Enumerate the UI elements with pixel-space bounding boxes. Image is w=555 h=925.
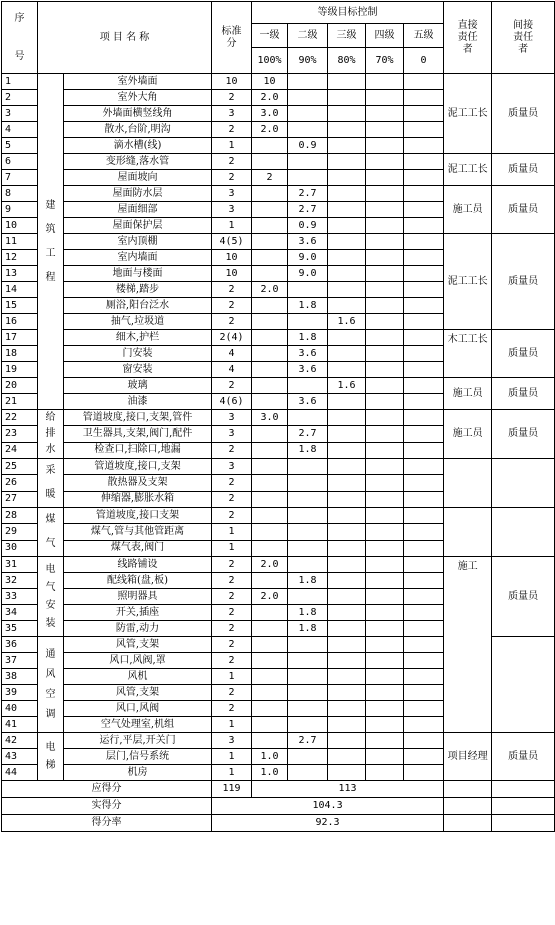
indirect-quality-4: 质量员 (492, 234, 555, 330)
actual-value: 104.3 (212, 798, 444, 815)
direct-constructor-3: 施工员 (444, 410, 492, 459)
grade4-pct: 70% (366, 48, 404, 74)
table-row: 19 窗安装 4 3.6 (2, 362, 555, 378)
table-row: 24 检查口,扫除口,地漏 2 1.8 (2, 442, 555, 458)
direct-construction: 施工 (444, 557, 492, 733)
table-row: 31 电 气 安 装 线路铺设 2 2.0 施工 质量员 (2, 557, 555, 573)
table-row: 8 屋面防水层 3 2.7 施工员 质量员 (2, 186, 555, 202)
direct-mud-foreman-1: 泥工工长 (444, 74, 492, 154)
table-row: 30 煤气表,阀门 1 (2, 540, 555, 556)
due-grade: 113 (252, 781, 444, 798)
indirect-quality-2: 质量员 (492, 154, 555, 186)
table-row: 43 层门,信号系统 1 1.0 (2, 749, 555, 765)
summary-due-row (2, 781, 555, 798)
table-row: 15 厕浴,阳台泛水 2 1.8 (2, 298, 555, 314)
category-heating: 采 暖 (38, 459, 64, 508)
table-row: 16 抽气,垃圾道 2 1.6 (2, 314, 555, 330)
category-elevator: 电 梯 (38, 733, 64, 781)
direct-mud-foreman-3: 泥工工长 (444, 234, 492, 330)
direct-mud-foreman-2: 泥工工长 (444, 154, 492, 186)
grade3-header: 三级 (328, 24, 366, 48)
direct-project-manager: 项目经理 (444, 733, 492, 781)
table-row: 6 变形缝,落水管 2 泥工工长 质量员 (2, 154, 555, 170)
table-row: 39 风管,支架 2 (2, 685, 555, 701)
rate-label: 得分率 (2, 815, 212, 832)
table-row: 40 风口,风阀 2 (2, 701, 555, 717)
table-row: 26 散热器及支架 2 (2, 475, 555, 491)
table-row: 29 煤气,管与其他管距离 1 (2, 524, 555, 540)
table-row: 18 门安装 4 3.6 (2, 346, 555, 362)
table-row: 27 伸缩器,膨胀水箱 2 (2, 491, 555, 507)
indirect-quality-8: 质量员 (492, 557, 555, 637)
table-row: 35 防雷,动力 2 1.8 (2, 621, 555, 637)
table-row: 38 风机 1 (2, 669, 555, 685)
grade-control-header: 等级目标控制 (252, 2, 444, 24)
table-row: 4 散水,台阶,明沟 2 2.0 (2, 122, 555, 138)
std-score-header: 标准 分 (212, 2, 252, 74)
table-row: 21 油漆 4(6) 3.6 (2, 394, 555, 410)
indirect-quality-9: 质量员 (492, 733, 555, 781)
category-electrical: 电 气 安 装 (38, 557, 64, 637)
indirect-header: 间接 责任 者 (492, 2, 555, 74)
table-row: 33 照明器具 2 2.0 (2, 589, 555, 605)
grade2-pct: 90% (288, 48, 328, 74)
indirect-quality-6: 质量员 (492, 378, 555, 410)
table-row: 9 屋面细部 3 2.7 (2, 202, 555, 218)
direct-constructor-1: 施工员 (444, 186, 492, 234)
grade-table (1, 1, 555, 832)
table-row: 12 室内墙面 10 9.0 (2, 250, 555, 266)
item-name-header: 项 目 名 称 (38, 2, 212, 74)
grade3-pct: 80% (328, 48, 366, 74)
table-row: 34 开关,插座 2 1.8 (2, 605, 555, 621)
table-row: 41 空气处理室,机组 1 (2, 717, 555, 733)
grade1-header: 一级 (252, 24, 288, 48)
grade2-header: 二级 (288, 24, 328, 48)
table-row: 28 煤 气 管道坡度,接口支架 2 (2, 508, 555, 524)
table-row: 3 外墙面横竖线角 3 3.0 (2, 106, 555, 122)
grade1-pct: 100% (252, 48, 288, 74)
category-water: 给 排 水 (38, 410, 64, 459)
grade5-pct: 0 (404, 48, 444, 74)
table-row: 10 屋面保护层 1 0.9 (2, 218, 555, 234)
table-row: 11 室内顶棚 4(5) 3.6 泥工工长 质量员 (2, 234, 555, 250)
table-row: 42 电 梯 运行,平层,开关门 3 2.7 项目经理 质量员 (2, 733, 555, 749)
table-row: 14 楼梯,踏步 2 2.0 (2, 282, 555, 298)
actual-label: 实得分 (2, 798, 212, 815)
seq-header: 序 号 (2, 2, 38, 74)
table-row: 13 地面与楼面 10 9.0 (2, 266, 555, 282)
summary-rate-row (2, 815, 555, 832)
table-row: 23 卫生器具,支架,阀门,配件 3 2.7 (2, 426, 555, 442)
indirect-quality-5: 质量员 (492, 330, 555, 378)
table-row: 1 建 筑 工 程 室外墙面 10 10 泥工工长 质量员 (2, 74, 555, 90)
grade4-header: 四级 (366, 24, 404, 48)
table-row: 44 机房 1 1.0 (2, 765, 555, 781)
grade5-header: 五级 (404, 24, 444, 48)
table-row: 7 屋面坡向 2 2 (2, 170, 555, 186)
table-row: 36 通 风 空 调 风管,支架 2 (2, 637, 555, 653)
direct-header: 直接 责任 者 (444, 2, 492, 74)
table-row: 37 风口,风阀,罩 2 (2, 653, 555, 669)
indirect-quality-7: 质量员 (492, 410, 555, 459)
indirect-quality-3: 质量员 (492, 186, 555, 234)
table-row: 5 滴水槽(线) 1 0.9 (2, 138, 555, 154)
category-hvac: 通 风 空 调 (38, 637, 64, 733)
table-row: 22 给 排 水 管道坡度,接口,支架,管件 3 3.0 施工员 质量员 (2, 410, 555, 426)
direct-constructor-2: 施工员 (444, 378, 492, 410)
due-std: 119 (212, 781, 252, 798)
category-building: 建 筑 工 程 (38, 74, 64, 410)
direct-wood-foreman: 木工工长 (444, 330, 492, 378)
due-label: 应得分 (2, 781, 212, 798)
table-row: 32 配线箱(盘,板) 2 1.8 (2, 573, 555, 589)
table-row: 20 玻璃 2 1.6 施工员 质量员 (2, 378, 555, 394)
indirect-quality-1: 质量员 (492, 74, 555, 154)
rate-value: 92.3 (212, 815, 444, 832)
category-gas: 煤 气 (38, 508, 64, 557)
table-row: 17 细木,护栏 2(4) 1.8 木工工长 质量员 (2, 330, 555, 346)
table-row: 25 采 暖 管道坡度,接口,支架 3 (2, 459, 555, 475)
table-row: 2 室外大角 2 2.0 (2, 90, 555, 106)
summary-actual-row (2, 798, 555, 815)
